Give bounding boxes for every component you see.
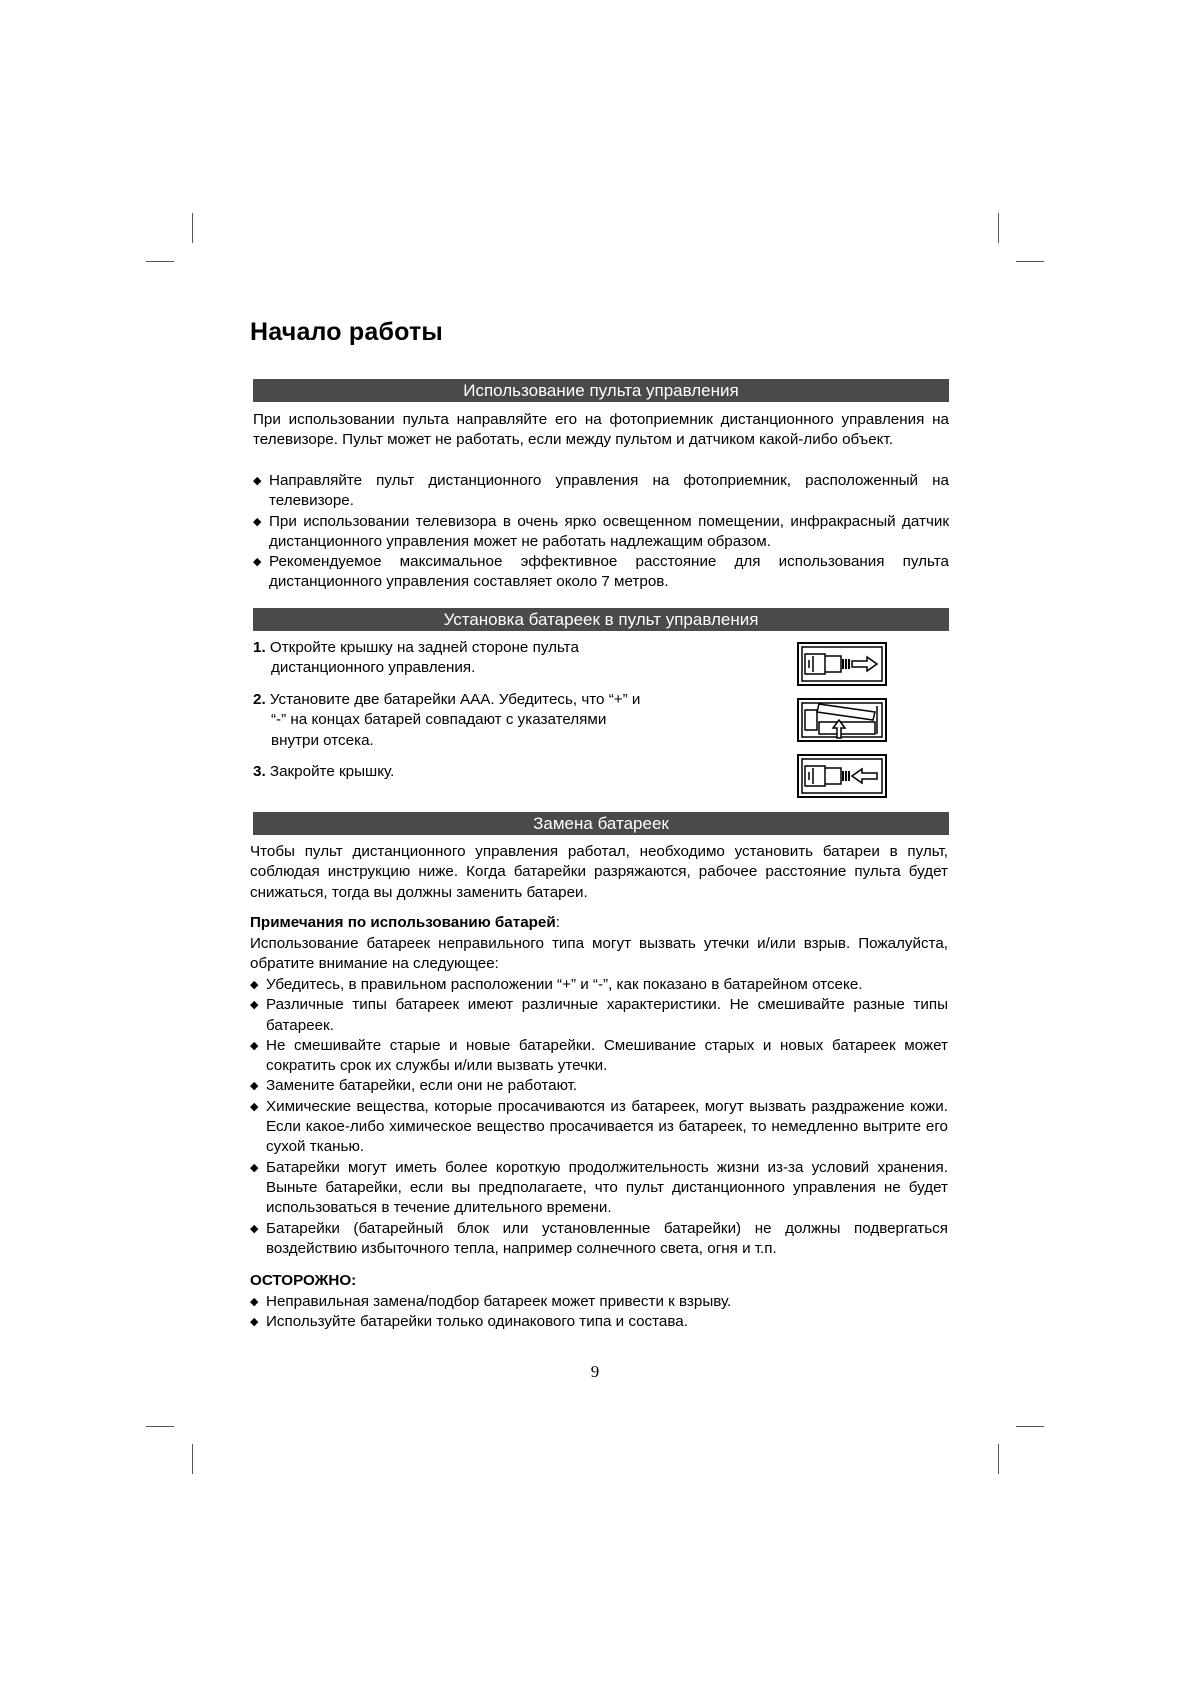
section-heading-remote: Использование пульта управления <box>253 379 949 402</box>
diamond-bullet-icon: ◆ <box>253 556 262 569</box>
page-number: 9 <box>590 1362 600 1381</box>
section-heading-install: Установка батареек в пульт управления <box>253 608 949 631</box>
diamond-bullet-icon: ◆ <box>250 1080 259 1093</box>
list-item: ◆ Рекомендуемое максимальное эффективное расстояние для использования пульта дистанционного управления составляет около 7 метров. <box>253 553 949 591</box>
list-item: ◆ Убедитесь, в правильном расположении “+” и “-”, как показано в батарейном отсеке. <box>250 975 948 995</box>
install-step-2: 2. Установите две батарейки ААА. Убедитесь, что “+” и “-” на концах батарей совпадают с указателями внутри отсека. <box>253 691 641 749</box>
diamond-bullet-icon: ◆ <box>250 1161 259 1174</box>
crop-mark <box>146 261 174 262</box>
replace-intro: Чтобы пульт дистанционного управления работал, необходимо установить батареи в пульт, соблюдая инструкцию ниже. Когда батарейки разряжаются, рабочее расстояние пульта будет снижаться, тогда вы должны заменить батареи. <box>250 843 948 901</box>
crop-mark <box>998 1444 999 1474</box>
list-item: ◆ Используйте батарейки только одинакового типа и состава. <box>250 1312 948 1332</box>
caution-heading: ОСТОРОЖНО: <box>250 1272 357 1289</box>
install-step-3: 3. Закройте крышку. <box>253 763 395 780</box>
diamond-bullet-icon: ◆ <box>250 1316 259 1329</box>
list-item: ◆ Химические вещества, которые просачиваются из батареек, могут вызвать раздражение кожи. Если какое-либо химическое вещество просачивается из батареек, то немедленно вытрите его сухой тканью. <box>250 1097 948 1156</box>
diamond-bullet-icon: ◆ <box>250 1100 259 1113</box>
notes-list <box>250 975 948 1259</box>
list-item: ◆ Батарейки (батарейный блок или установленные батарейки) не должны подвергаться воздействию избыточного тепла, например солнечного света, огня и т.п. <box>250 1219 948 1257</box>
caution-list <box>250 1292 948 1333</box>
crop-mark <box>192 1444 193 1474</box>
battery-cover-close-icon <box>797 754 887 798</box>
list-item: ◆ Различные типы батареек имеют различные характеристики. Не смешивайте разные типы батареек. <box>250 996 948 1034</box>
crop-mark <box>146 1426 174 1427</box>
battery-insert-icon <box>797 698 887 742</box>
diamond-bullet-icon: ◆ <box>250 1222 259 1235</box>
crop-mark <box>1016 1426 1044 1427</box>
battery-cover-open-icon <box>797 642 887 686</box>
list-item: ◆ Замените батарейки, если они не работают. <box>250 1076 948 1096</box>
remote-intro: При использовании пульта направляйте его на фотоприемник дистанционного управления на телевизоре. Пульт может не работать, если между пультом и датчиком какой-либо объект. <box>253 411 949 449</box>
diamond-bullet-icon: ◆ <box>250 979 259 991</box>
diamond-bullet-icon: ◆ <box>253 475 262 487</box>
install-step-1: 1. Откройте крышку на задней стороне пульта дистанционного управления. <box>253 639 579 677</box>
list-item: ◆ Не смешивайте старые и новые батарейки. Смешивание старых и новых батареек может сократить срок их службы и/или вызвать утечки. <box>250 1036 948 1075</box>
page-title: Начало работы <box>250 318 443 346</box>
crop-mark <box>998 213 999 243</box>
list-item: ◆ Направляйте пульт дистанционного управления на фотоприемник, расположенный на телевизоре. <box>253 472 949 510</box>
notes-intro: Использование батареек неправильного типа могут вызвать утечки и/или взрыв. Пожалуйста, обратите внимание на следующее: <box>250 935 948 973</box>
crop-mark <box>1016 261 1044 262</box>
notes-heading: Примечания по использованию батарей: <box>250 914 560 931</box>
remote-bullets <box>253 471 949 593</box>
section-heading-replace: Замена батареек <box>253 812 949 835</box>
diamond-bullet-icon: ◆ <box>250 999 259 1012</box>
diamond-bullet-icon: ◆ <box>253 515 262 528</box>
crop-mark <box>192 213 193 243</box>
list-item: ◆ Батарейки могут иметь более короткую продолжительность жизни из-за условий хранения. Выньте батарейки, если вы предполагаете, что пульт дистанционного управления не будет использоваться в течение длительного времени. <box>250 1158 948 1217</box>
diamond-bullet-icon: ◆ <box>250 1039 259 1052</box>
diamond-bullet-icon: ◆ <box>250 1296 259 1308</box>
list-item: ◆ При использовании телевизора в очень ярко освещенном помещении, инфракрасный датчик дистанционного управления может не работать надлежащим образом. <box>253 512 949 550</box>
list-item: ◆ Неправильная замена/подбор батареек может привести к взрыву. <box>250 1292 948 1312</box>
